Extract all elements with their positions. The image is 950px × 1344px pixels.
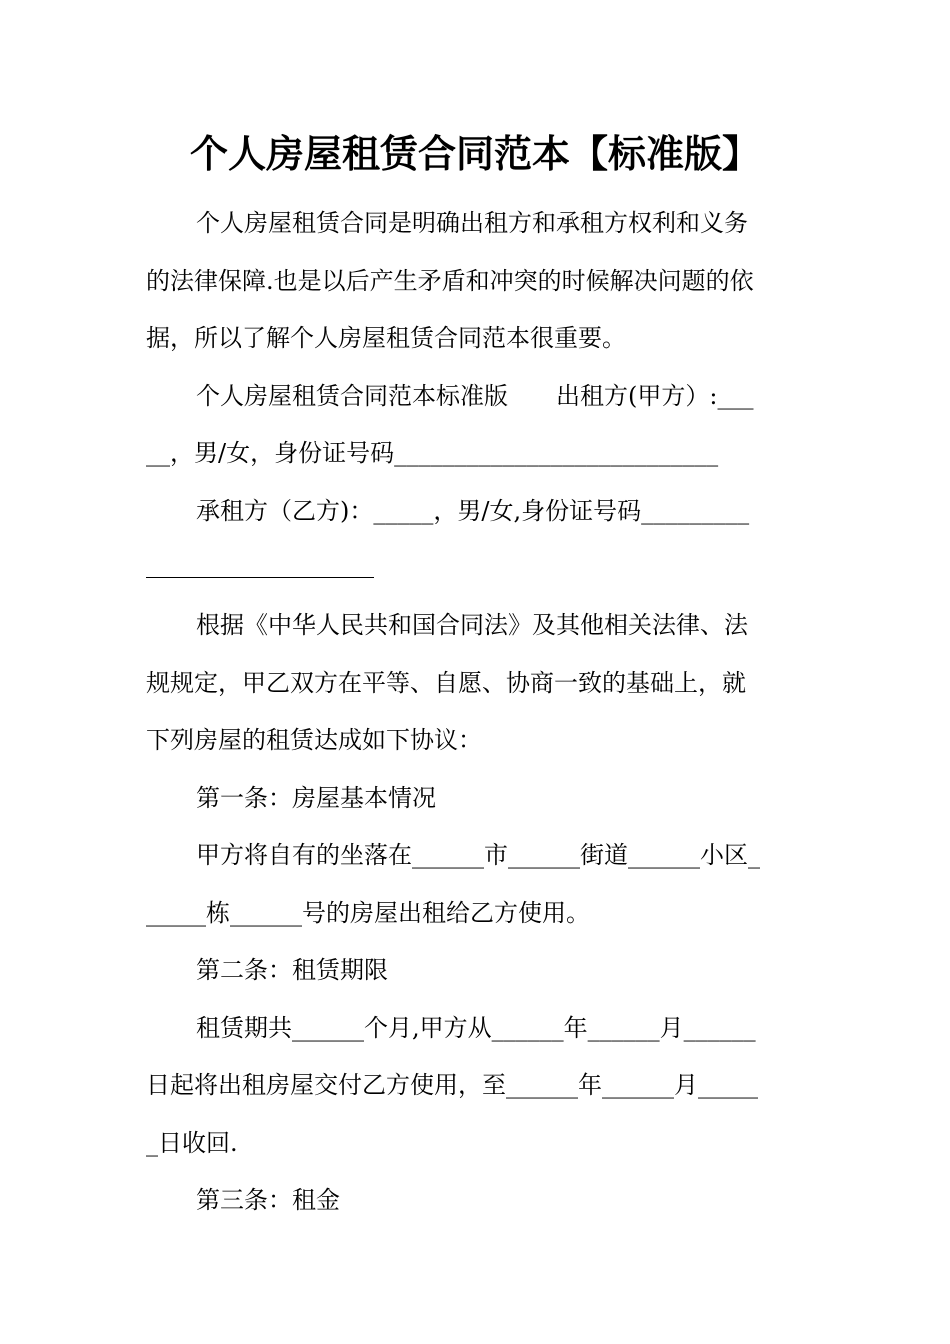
article-2-line: 日起将出租房屋交付乙方使用，至______年______月_____ — [146, 1071, 758, 1099]
article-1-heading: 第一条：房屋基本情况 — [196, 784, 436, 812]
blank-underline — [146, 577, 374, 578]
basis-line: 下列房屋的租赁达成如下协议： — [146, 726, 482, 754]
article-2-line: _日收回. — [146, 1129, 238, 1157]
article-2-line: 租赁期共______个月,甲方从______年______月______ — [196, 1014, 756, 1042]
intro-line: 的法律保障.也是以后产生矛盾和冲突的时候解决问题的依 — [146, 267, 754, 295]
article-2-heading: 第二条：租赁期限 — [196, 956, 388, 984]
party-b-line: 承租方（乙方)：_____，男/女,身份证号码_________ — [196, 497, 750, 525]
document-title: 个人房屋租赁合同范本【标准版】 — [189, 132, 760, 176]
basis-line: 规规定，甲乙双方在平等、自愿、协商一致的基础上，就 — [146, 669, 746, 697]
party-a-line: 个人房屋租赁合同范本标准版 出租方(甲方）:___ — [196, 382, 754, 410]
party-a-id-line: __，男/女，身份证号码___________________________ — [146, 439, 719, 467]
article-1-line: 甲方将自有的坐落在______市______街道______小区_ — [196, 841, 760, 869]
article-1-line: _____栋______号的房屋出租给乙方使用。 — [146, 899, 590, 927]
intro-line: 个人房屋租赁合同是明确出租方和承租方权利和义务 — [196, 209, 748, 237]
article-3-heading: 第三条：租金 — [196, 1186, 340, 1214]
basis-line: 根据《中华人民共和国合同法》及其他相关法律、法 — [196, 611, 748, 639]
intro-line: 据，所以了解个人房屋租赁合同范本很重要。 — [146, 324, 626, 352]
